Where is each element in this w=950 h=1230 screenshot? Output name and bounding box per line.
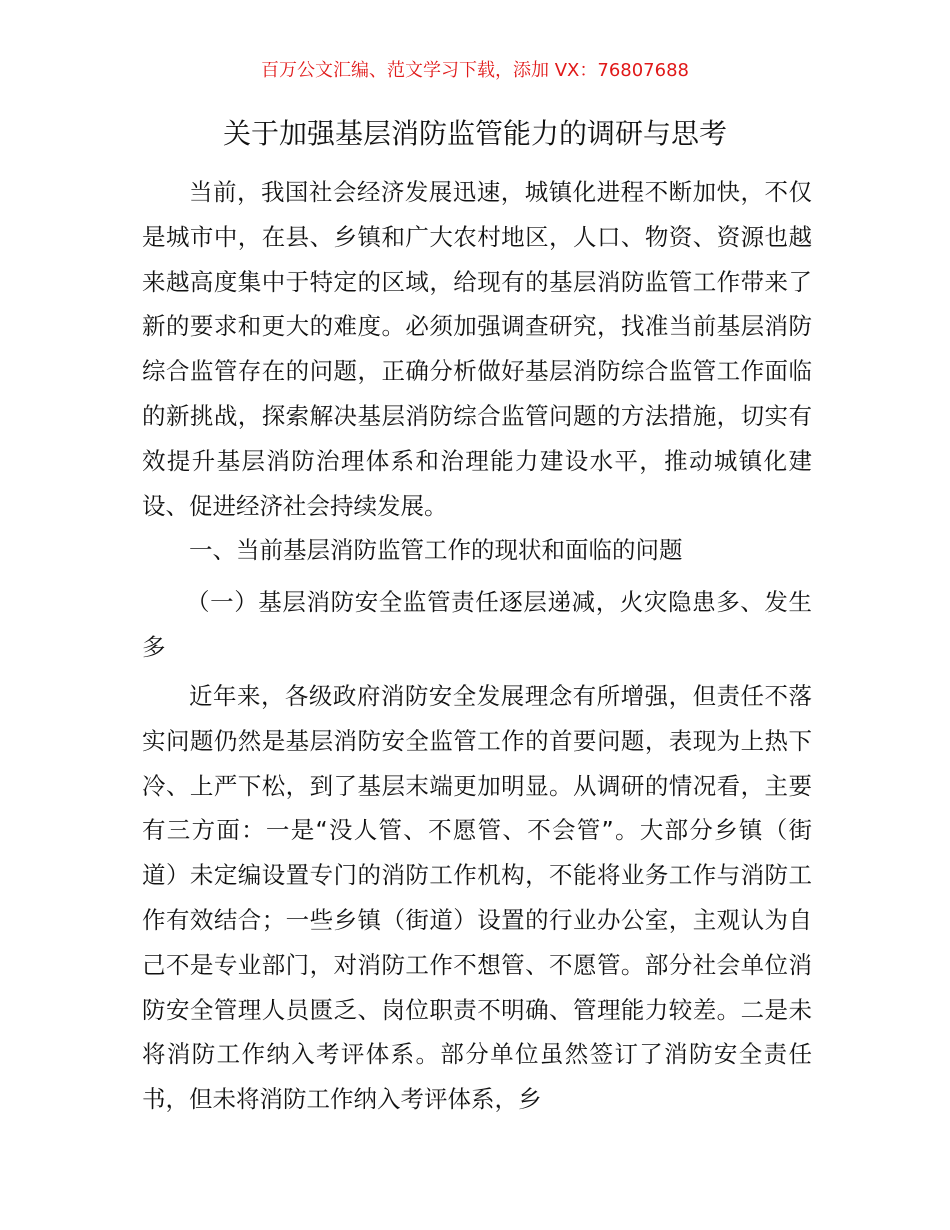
body-paragraph: 近年来，各级政府消防安全发展理念有所增强，但责任不落实问题仍然是基层消防安全监管工作的首要问题，表现为上热下冷、上严下松，到了基层末端更加明显。从调研的情况看，主要有三方面：一是“没人管、不愿管、不会管”。大部分乡镇（街道）未定编设置专门的消防工作机构，不能将业务工作与消防工作有效结合；一些乡镇（街道）设置的行业办公室，主观认为自己不是专业部门，对消防工作不想管、不愿管。部分社会单位消防安全管理人员匮乏、岗位职责不明确、管理能力较差。二是未将消防工作纳入考评体系。部分单位虽然签订了消防安全责任书，但未将消防工作纳入考评体系，乡 bbox=[142, 682, 812, 1114]
document-title: 关于加强基层消防监管能力的调研与思考 bbox=[222, 117, 727, 150]
section-heading: 一、当前基层消防监管工作的现状和面临的问题 bbox=[189, 536, 683, 564]
watermark-header: 百万公文汇编、范文学习下载，添加 VX：76807688 bbox=[261, 60, 689, 81]
subsection-heading: （一）基层消防安全监管责任逐层递减，火灾隐患多、发生多 bbox=[142, 588, 812, 661]
intro-paragraph: 当前，我国社会经济发展迅速，城镇化进程不断加快，不仅是城市中，在县、乡镇和广大农村地区，人口、物资、资源也越来越高度集中于特定的区域，给现有的基层消防监管工作带来了新的要求和更大的难度。必须加强调查研究，找准当前基层消防综合监管存在的问题，正确分析做好基层消防综合监管工作面临的新挑战，探索解决基层消防综合监管问题的方法措施，切实有效提升基层消防治理体系和治理能力建设水平，推动城镇化建设、促进经济社会持续发展。 bbox=[142, 178, 812, 520]
